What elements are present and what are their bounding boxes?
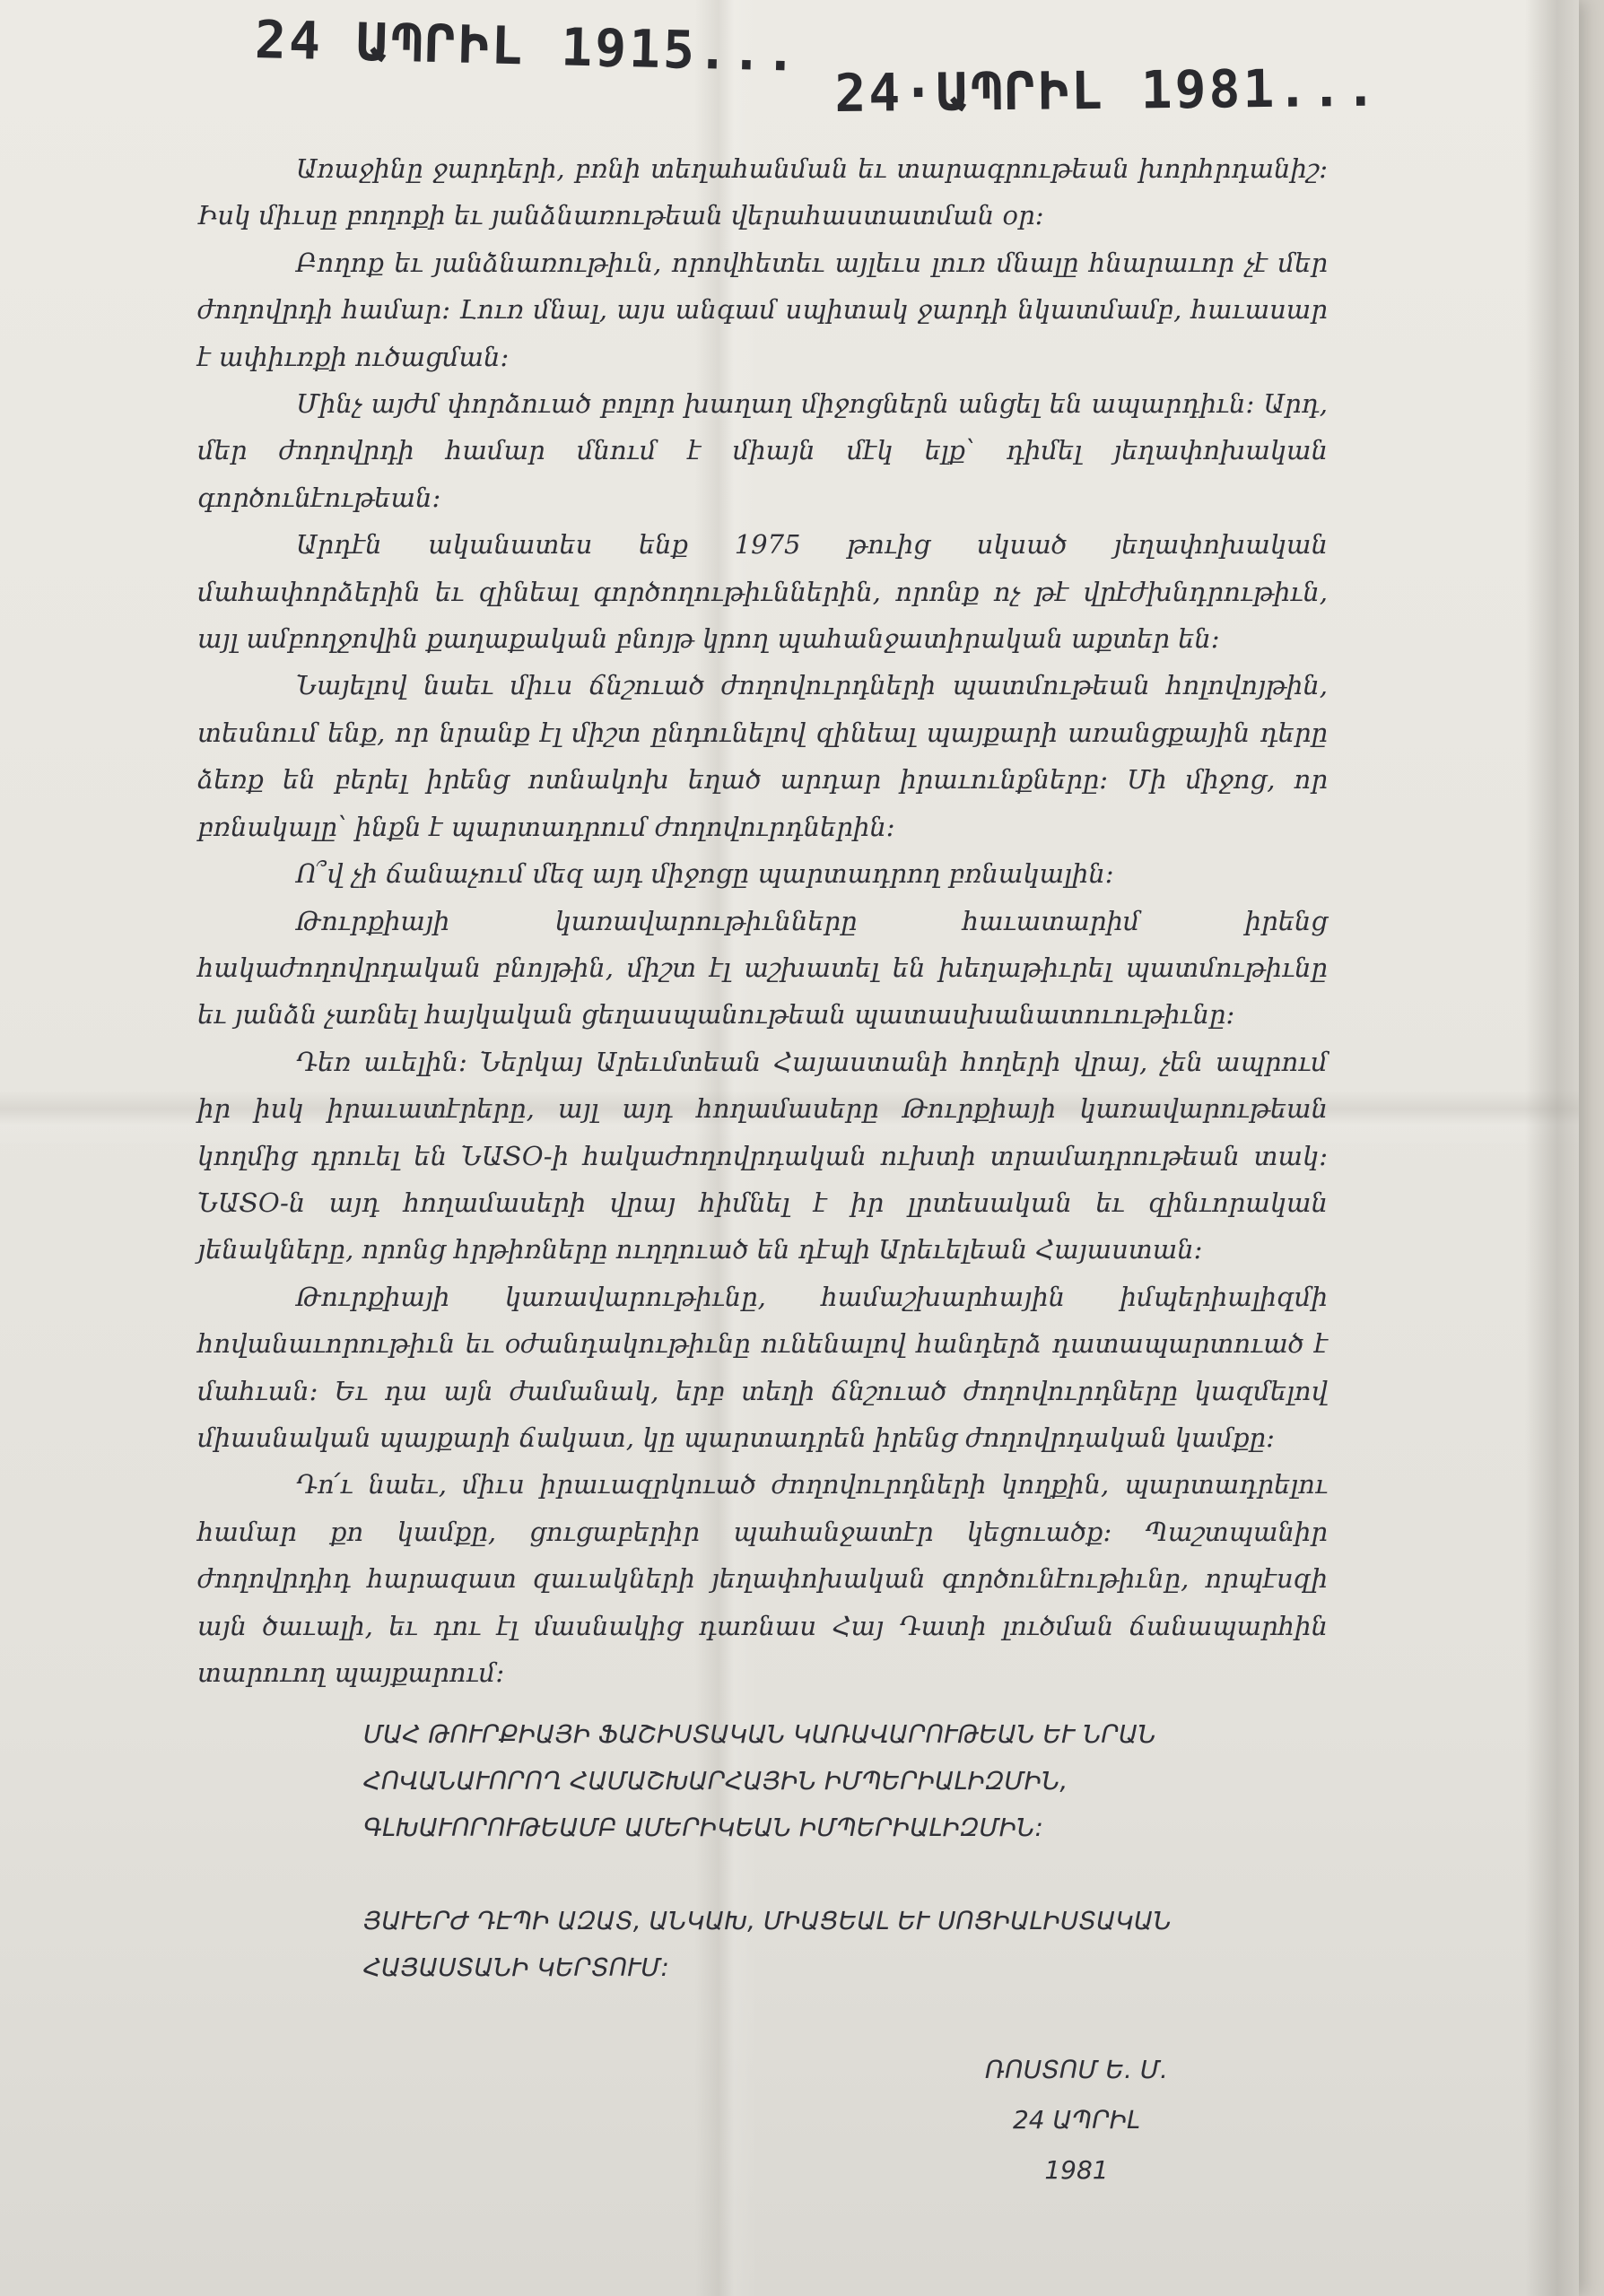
headline-1981: 24·ԱՊՐԻԼ 1981... — [834, 57, 1380, 124]
paragraph: Բողոք եւ յանձնառութիւն, որովհետեւ այլեւս լուռ մնալը հնարաւոր չէ մեր ժողովրդի համար: Լուռ մնալ, այս անգամ սպիտակ ջարդի նկատմամբ, հաւասար է ափիւռքի ուծացման: — [197, 247, 1328, 372]
paragraph: Թուրքիայի կառավարութիւնը, համաշխարհային իմպերիալիզմի հովանաւորութիւն եւ օժանդակութիւնը ունենալով հանդերձ դատապարտուած է մահւան: Եւ դա այն ժամանակ, երբ տեղի ճնշուած ժողովուրդները կազմելով միասնական պայքարի ճակատ, կը պարտադրեն իրենց ժողովրդական կամքը: — [197, 1281, 1328, 1453]
sheet-edge-shadow — [1525, 0, 1579, 2296]
slogan: ՄԱՀ ԹՈՒՐՔԻԱՅԻ ՖԱՇԻՍՏԱԿԱՆ ԿԱՌԱՎԱՐՈՒԹԵԱՆ ԵՒ ՆՐԱՆ ՀՈՎԱՆԱՒՈՐՈՂ ՀԱՄԱՇԽԱՐՀԱՅԻՆ ԻՄՊԵՐԻԱԼԻԶՄԻՆ, ԳԼԽԱՒՈՐՈՒԹԵԱՄԲ ԱՄԵՐԻԿԵԱՆ ԻՄՊԵՐԻԱԼԻԶՄԻՆ: — [363, 1719, 1156, 1842]
paragraph: Նայելով նաեւ միւս ճնշուած ժողովուրդների պատմութեան հոլովոյթին, տեսնում ենք, որ նրանք էլ միշտ ընդունելով զինեալ պայքարի առանցքային դերը ձեռք են բերել իրենց ոտնակոխ եղած արդար իրաւունքները: Մի միջոց, որ բռնակալը՝ ինքն է պարտադրում ժողովուրդներին: — [197, 670, 1328, 842]
paragraph: Դեռ աւելին: Ներկայ Արեւմտեան Հայաստանի հողերի վրայ, չեն ապրում իր իսկ իրաւատէրերը, այլ այդ հողամասերը Թուրքիայի կառավարութեան կողմից դրուել են ՆԱՏՕ-ի հակաժողովրդական ուխտի տրամադրութեան տակ: ՆԱՏՕ-ն այդ հողամասերի վրայ հիմնել է իր լրտեսական եւ զինւորական յենակները, որոնց հրթիռները ուղղուած են դէպի Արեւելեան Հայաստան: — [197, 1046, 1328, 1265]
signature-year: 1981 — [1044, 2155, 1109, 2185]
signature-block — [942, 2045, 1211, 2196]
signature-date: 24 ԱՊՐԻԼ — [1012, 2105, 1141, 2135]
signature-name: ՌՈՍՏՈՄ Ե. Մ. — [985, 2055, 1168, 2084]
paragraph: Ո՞վ չի ճանաչում մեզ այդ միջոցը պարտադրող բռնակալին: — [296, 858, 1114, 890]
paragraph: Արդէն ականատես ենք 1975 թուից սկսած յեղափոխական մահափորձերին եւ զինեալ գործողութիւններին, որոնք ոչ թէ վրէժխնդրութիւն, այլ ամբողջովին քաղաքական բնոյթ կրող պահանջատիրական աքտեր են: — [197, 529, 1328, 655]
slogans — [363, 1711, 1189, 2038]
paragraph: Առաջինը ջարդերի, բռնի տեղահանման եւ տարագրութեան խորհրդանիշ: Իսկ միւսը բողոքի եւ յանձնառութեան վերահաստատման օր: — [197, 153, 1328, 231]
slogan: ՅԱՒԵՐԺ ԴԷՊԻ ԱԶԱՏ, ԱՆԿԱԽ, ՄԻԱՑԵԱԼ ԵՒ ՍՈՑԻԱԼԻՍՏԱԿԱՆ ՀԱՅԱՍՏԱՆԻ ԿԵՐՏՈՒՄ: — [363, 1906, 1172, 1982]
paragraph: Դո՛ւ նաեւ, միւս իրաւազրկուած ժողովուրդների կողքին, պարտադրելու համար քո կամքը, ցուցաբերիր պահանջատէր կեցուածք: Պաշտպանիր ժողովրդիդ հարազատ զաւակների յեղափոխական գործունէութիւնը, որպէսզի այն ծաւալի, եւ դու էլ մասնակից դառնաս Հայ Դատի լուծման ճանապարհին տարուող պայքարում: — [197, 1469, 1328, 1688]
headline-1915: 24 ԱՊՐԻԼ 1915... — [254, 9, 800, 83]
leaflet-body — [197, 145, 1328, 1696]
paragraph: Թուրքիայի կառավարութիւնները հաւատարիմ իրենց հակաժողովրդական բնոյթին, միշտ էլ աշխատել են խեղաթիւրել պատմութիւնը եւ յանձն չառնել հայկական ցեղասպանութեան պատասխանատուութիւնը: — [197, 905, 1328, 1031]
paragraph: Մինչ այժմ փորձուած բոլոր խաղաղ միջոցներն անցել են ապարդիւն: Արդ, մեր ժողովրդի համար մնում է միայն մէկ ելք՝ դիմել յեղափոխական գործունէութեան: — [197, 388, 1328, 513]
